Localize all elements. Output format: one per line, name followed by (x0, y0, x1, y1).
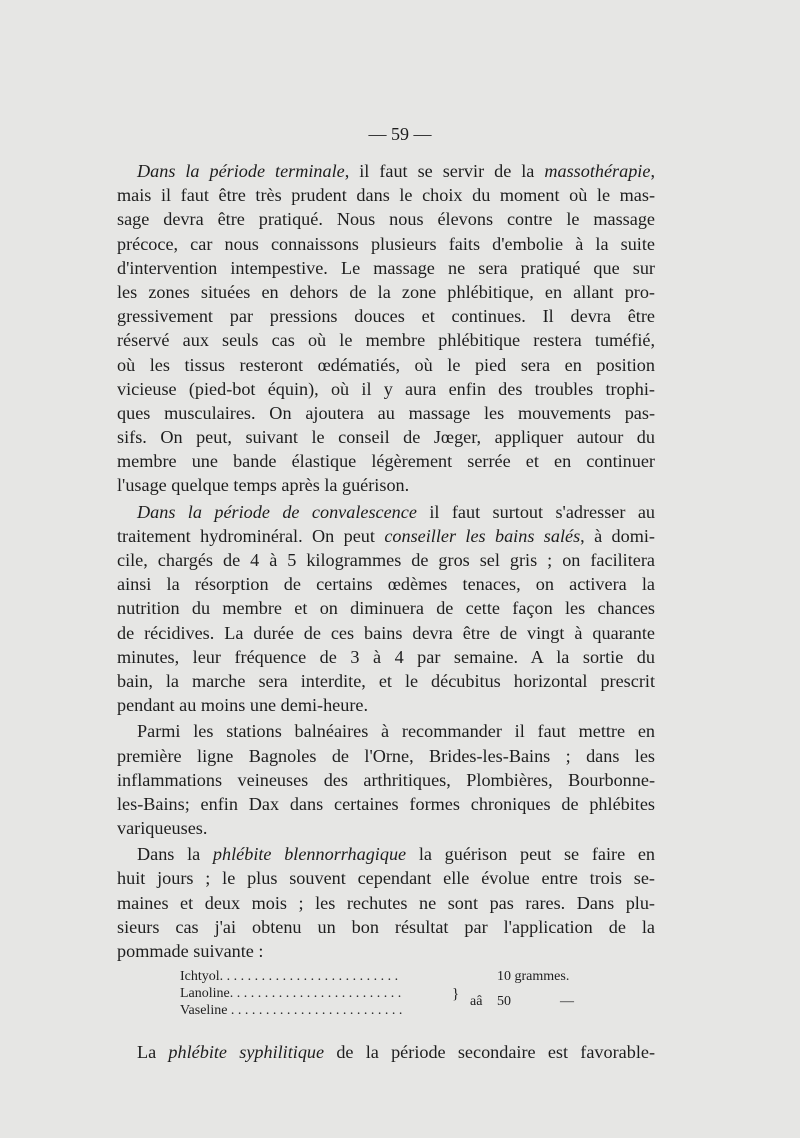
paragraph (117, 719, 655, 840)
text-span: Dans la (137, 844, 213, 865)
paragraph (117, 842, 655, 963)
text-line (117, 1040, 655, 1064)
shared-quantity: 50 (497, 994, 511, 1009)
text-span: bain, la marche sera interdite, et le décubitus horizontal prescrit (117, 670, 655, 691)
paragraph (117, 159, 655, 498)
text-span: gressivement par pressions douces et continues. Il devra être (117, 306, 655, 327)
body-text (117, 159, 655, 965)
text-line (117, 425, 655, 449)
ingredient-name: Ichtyol. . . . . . . . . . . . . . . . . . . . . . . . . . (180, 969, 399, 984)
text-line (117, 816, 655, 840)
text-line (117, 915, 655, 939)
text-line (117, 939, 655, 963)
text-span: ainsi la résorption de certains œdèmes tenaces, on activera la (117, 574, 655, 595)
text-span: nutrition du membre et on diminuera de cette façon les chances (117, 598, 655, 619)
text-span: mais il faut être très prudent dans le choix du moment où le mas- (117, 185, 655, 206)
text-line (117, 524, 655, 548)
text-line (117, 693, 655, 717)
text-span: de la période secondaire est favorable- (324, 1042, 656, 1062)
text-line (117, 768, 655, 792)
text-line (117, 353, 655, 377)
text-span: , il faut se servir de la (344, 161, 545, 181)
text-line (117, 548, 655, 572)
text-span: les-Bains; enfin Dax dans certaines formes chroniques de phlébites (117, 793, 655, 814)
text-span: la guérison peut se faire en (406, 844, 656, 865)
text-span: de récidives. La durée de ces bains devra être de vingt à quarante (117, 622, 655, 643)
text-line (117, 159, 655, 183)
text-span: membre une bande élastique légèrement serrée et en continuer (117, 451, 655, 472)
italic-text: Dans la période de convalescence (137, 501, 417, 522)
text-line (117, 449, 655, 473)
text-span: maines et deux mois ; les rechutes ne sont pas rares. Dans plu- (117, 892, 655, 913)
text-span: première ligne Bagnoles de l'Orne, Brides-les-Bains ; dans les (117, 745, 655, 766)
text-span: vicieuse (pied-bot équin), où il y aura enfin des troubles trophi- (117, 378, 655, 399)
text-span: il faut surtout s'adresser au (416, 501, 655, 522)
text-span: , à domi- (580, 525, 655, 546)
italic-text: Dans la période terminale (137, 161, 345, 181)
text-line (117, 891, 655, 915)
text-span: variqueuses. (117, 818, 208, 839)
italic-text: phlébite blennorrhagique (212, 844, 407, 865)
text-line (117, 842, 655, 866)
text-line (117, 473, 655, 497)
text-span: , (650, 161, 655, 181)
shared-unit: — (560, 994, 574, 1009)
text-span: pendant au moins une demi-heure. (117, 695, 369, 716)
text-span: cile, chargés de 4 à 5 kilogrammes de gros sel gris ; on facilitera (117, 550, 655, 570)
text-line (117, 328, 655, 352)
paragraph (117, 500, 655, 718)
text-span: d'intervention intempestive. Le massage ne sera pratiqué que sur (117, 257, 655, 278)
text-span: minutes, leur fréquence de 3 à 4 par semaine. A la sortie du (117, 646, 655, 667)
text-line (117, 401, 655, 425)
text-line (117, 596, 655, 620)
brace: } (452, 986, 460, 1002)
text-span: huit jours ; le plus souvent cependant elle évolue entre trois se- (117, 868, 655, 889)
text-span: sifs. On peut, suivant le conseil de Jœger, appliquer autour du (117, 427, 655, 448)
text-span: pommade suivante : (117, 941, 264, 961)
text-span: ques musculaires. On ajoutera au massage les mouvements pas- (117, 402, 655, 423)
text-span: précoce, car nous connaissons plusieurs faits d'embolie à la suite (117, 233, 655, 254)
page-number: — 59 — (368, 124, 432, 144)
text-line (117, 621, 655, 645)
text-line (117, 256, 655, 280)
text-span: les zones situées en dehors de la zone phlébitique, en allant pro- (117, 281, 655, 302)
text-line (117, 669, 655, 693)
text-line (117, 207, 655, 231)
italic-text: massothérapie (544, 161, 651, 181)
text-span: où les tissus resteront œdématiés, où le pied sera en position (117, 354, 655, 375)
ingredient-name: Lanoline. . . . . . . . . . . . . . . . . . . . . . . . . (180, 986, 402, 1001)
paragraph (117, 1040, 655, 1064)
text-line (117, 719, 655, 743)
text-span: inflammations veineuses des arthritiques, Plombières, Bourbonne- (117, 769, 655, 790)
text-span: Parmi les stations balnéaires à recommander il faut mettre en (137, 721, 655, 742)
shared-prefix: aâ (470, 994, 483, 1009)
text-line (117, 572, 655, 596)
text-line (117, 645, 655, 669)
text-line (117, 792, 655, 816)
text-line (117, 280, 655, 304)
text-line (117, 866, 655, 890)
ingredient-name: Vaseline . . . . . . . . . . . . . . . . . . . . . . . . . (180, 1003, 403, 1018)
text-line (117, 744, 655, 768)
text-line (117, 183, 655, 207)
text-line (117, 500, 655, 524)
italic-text: conseiller les bains salés (384, 525, 581, 546)
text-span: La (137, 1042, 169, 1062)
text-span: sage devra être pratiqué. Nous nous élevons contre le massage (117, 209, 655, 230)
italic-text: phlébite syphilitique (168, 1042, 325, 1062)
text-span: traitement hydrominéral. On peut (117, 525, 385, 546)
text-line (117, 232, 655, 256)
text-span: réservé aux seuls cas où le membre phlébitique restera tuméfié, (117, 330, 655, 351)
text-line (117, 377, 655, 401)
ingredient-quantity: 10 grammes. (497, 969, 570, 984)
text-span: l'usage quelque temps après la guérison. (117, 475, 410, 496)
text-span: sieurs cas j'ai obtenu un bon résultat par l'application de la (117, 916, 655, 937)
text-line (117, 304, 655, 328)
